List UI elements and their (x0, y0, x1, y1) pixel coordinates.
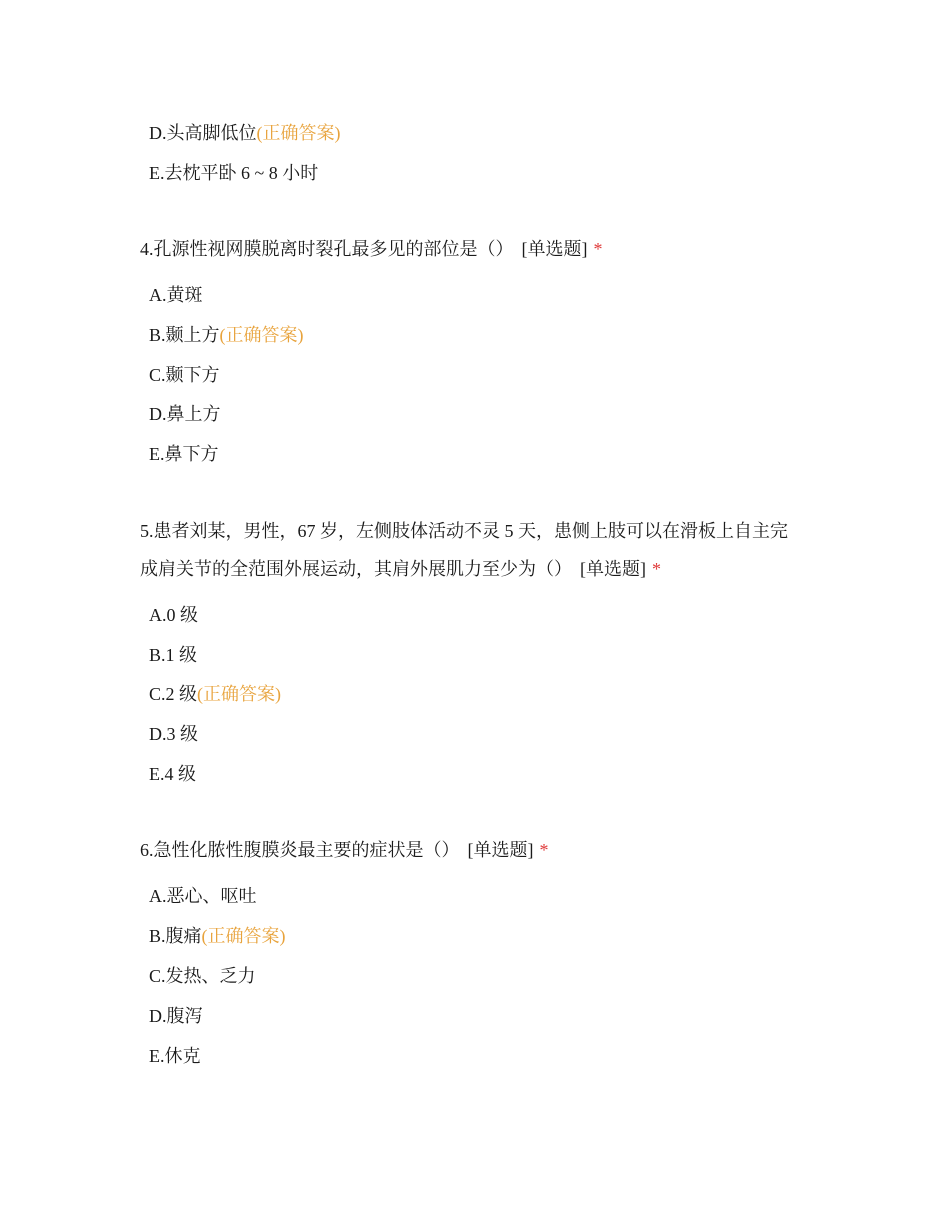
required-mark: * (539, 840, 549, 860)
q5-option-a (149, 603, 198, 627)
q6-option-e (149, 1044, 201, 1068)
option-text: C.颞下方 (149, 365, 220, 385)
option-text: A.0 级 (149, 605, 198, 625)
q6-option-c (149, 964, 256, 988)
q3-option-e (149, 161, 318, 185)
q5-option-e (149, 762, 196, 786)
option-text: D.腹泻 (149, 1006, 203, 1026)
q5-stem-line2 (140, 557, 661, 581)
correct-answer-mark: (正确答案) (219, 325, 304, 345)
q5-option-c (149, 682, 281, 706)
option-text: A.黄斑 (149, 285, 203, 305)
question-text: 5.患者刘某，男性，67 岁，左侧肢体活动不灵 5 天，患侧上肢可以在滑板上自主完 (140, 521, 788, 541)
correct-answer-mark: (正确答案) (197, 684, 282, 704)
option-text: D.头高脚低位 (149, 123, 257, 143)
question-text: 4.孔源性视网膜脱离时裂孔最多见的部位是（） (140, 239, 514, 259)
option-text: E.鼻下方 (149, 444, 219, 464)
q4-option-e (149, 442, 219, 466)
question-text: 6.急性化脓性腹膜炎最主要的症状是（） (140, 840, 460, 860)
question-type-tag: [单选题] (467, 840, 534, 860)
option-text: B.颞上方 (149, 325, 220, 345)
q5-option-d (149, 722, 198, 746)
option-text: C.发热、乏力 (149, 966, 256, 986)
q6-option-a (149, 884, 257, 908)
option-text: B.1 级 (149, 645, 198, 665)
q4-option-a (149, 283, 203, 307)
q3-option-d (149, 121, 341, 145)
q5-option-b (149, 643, 197, 667)
q4-stem (140, 237, 603, 261)
question-type-tag: [单选题] (521, 239, 588, 259)
question-text: 成肩关节的全范围外展运动，其肩外展肌力至少为（） (140, 559, 572, 579)
q6-option-d (149, 1004, 203, 1028)
option-text: E.休克 (149, 1046, 201, 1066)
required-mark: * (652, 559, 661, 579)
option-text: E.去枕平卧 6 ~ 8 小时 (149, 163, 319, 183)
option-text: D.3 级 (149, 724, 198, 744)
option-text: E.4 级 (149, 764, 196, 784)
required-mark: * (593, 239, 603, 259)
q6-option-b (149, 924, 286, 948)
q4-option-c (149, 363, 220, 387)
correct-answer-mark: (正确答案) (256, 123, 341, 143)
option-text: B.腹痛 (149, 926, 202, 946)
correct-answer-mark: (正确答案) (201, 926, 286, 946)
option-text: C.2 级 (149, 684, 198, 704)
q4-option-b (149, 323, 304, 347)
question-type-tag: [单选题] (580, 559, 646, 579)
q4-option-d (149, 402, 221, 426)
option-text: D.鼻上方 (149, 404, 221, 424)
q6-stem (140, 838, 549, 862)
q5-stem-line1 (140, 519, 788, 543)
option-text: A.恶心、呕吐 (149, 886, 257, 906)
